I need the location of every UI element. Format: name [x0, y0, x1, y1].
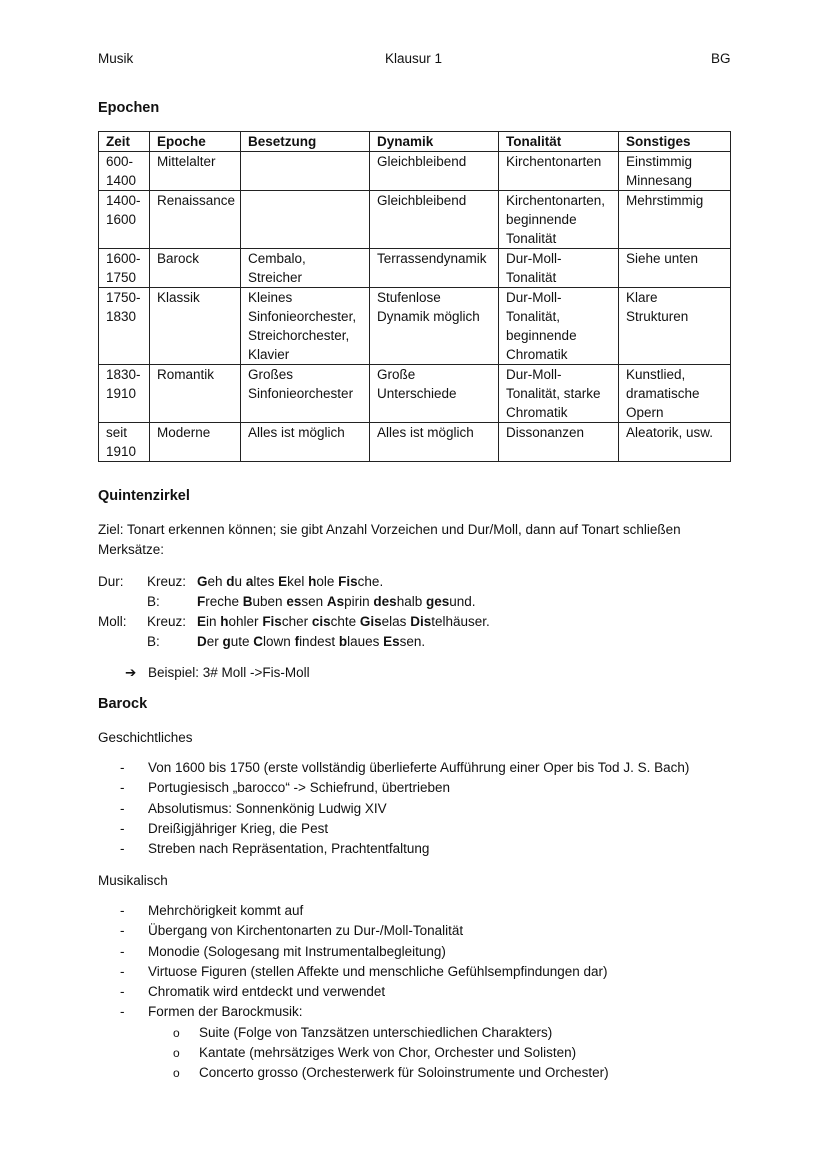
merksatz-sign: B: [147, 634, 160, 649]
musikalisch-label: Musikalisch [98, 873, 168, 888]
list-item-text: Streben nach Repräsentation, Prachtentfaltung [148, 841, 430, 857]
merksatz-part: telhäuser. [431, 614, 490, 629]
cell-dynamik [370, 423, 499, 462]
list-item [120, 819, 689, 839]
dash-bullet: - [120, 943, 125, 959]
table-row [99, 191, 731, 249]
cell-line: 1750 [106, 270, 137, 285]
merksatz-part: indest [299, 634, 339, 649]
cell-zeit [99, 423, 150, 462]
cell-sonstiges [619, 249, 731, 288]
cell-line: Dur-Moll- [506, 290, 562, 305]
cell-zeit [99, 249, 150, 288]
merksatz-bold-part: h [308, 574, 317, 589]
merksatz-part: halb [396, 594, 426, 609]
merksatz-sign: B: [147, 594, 160, 609]
merksatz-text [197, 632, 425, 651]
merksatz-bold-part: Dis [410, 614, 432, 629]
cell-line: Sinfonieorchester [248, 386, 354, 401]
table-row [99, 288, 731, 365]
merksatz-part: elas [381, 614, 411, 629]
merksatz-sign: Kreuz: [147, 614, 187, 629]
merksatz-text [197, 572, 383, 591]
geschichtlich-list [120, 758, 689, 859]
list-item-text: Dreißigjähriger Krieg, die Pest [148, 820, 329, 836]
circle-bullet-icon: o [173, 1046, 180, 1061]
cell-tonalitaet [499, 191, 619, 249]
cell-dynamik [370, 152, 499, 191]
merksatz-part: ole [316, 574, 339, 589]
list-item [120, 799, 689, 819]
cell-tonalitaet [499, 152, 619, 191]
merksatz-part: sen. [399, 634, 426, 649]
table-row [99, 365, 731, 423]
cell-line: Gleichbleibend [377, 154, 467, 169]
cell-line: Unterschiede [377, 386, 457, 401]
merksatz-part: lown [263, 634, 295, 649]
musikalisch-list [120, 901, 609, 1084]
cell-line: Kirchentonarten, [506, 193, 606, 208]
cell-line: Große [377, 367, 416, 382]
list-item-text: Virtuose Figuren (stellen Affekte und menschliche Gefühlsempfindungen dar) [148, 963, 608, 979]
example-text: Beispiel: 3# Moll ->Fis-Moll [148, 665, 310, 680]
col-header-tonalitaet: Tonalität [499, 132, 619, 152]
merksatz-bold-part: cis [311, 614, 331, 629]
merksatz-bold-part: G [197, 574, 208, 589]
cell-line: Kunstlied, [626, 367, 686, 382]
quintenzirkel-heading: Quintenzirkel [98, 488, 190, 504]
cell-line: Chromatik [506, 347, 568, 362]
dash-bullet: - [120, 903, 125, 918]
cell-line: Dur-Moll- [506, 251, 562, 266]
cell-line: Renaissance [157, 193, 236, 208]
cell-line: Klare [626, 290, 658, 305]
cell-line: Dissonanzen [506, 425, 585, 440]
cell-line: Romantik [157, 367, 215, 382]
table-row [99, 423, 731, 462]
cell-line: Sinfonieorchester, [248, 309, 357, 324]
list-item [120, 942, 609, 962]
merksatz-bold-part: ges [425, 594, 450, 609]
example-line [125, 663, 310, 682]
cell-line: 1830- [106, 367, 141, 382]
merksaetze-label: Merksätze: [98, 542, 165, 557]
list-item [120, 962, 609, 982]
cell-tonalitaet [499, 288, 619, 365]
dash-bullet: - [120, 1004, 125, 1020]
list-item-text: Chromatik wird entdeckt und verwendet [148, 984, 386, 1000]
cell-line: Klassik [157, 290, 200, 305]
cell-epoche [150, 423, 241, 462]
cell-epoche [150, 249, 241, 288]
merksatz-part: sen [301, 594, 327, 609]
circle-bullet-icon: o [173, 1025, 180, 1040]
merksatz-part: eh [207, 574, 227, 589]
merksatz-text [197, 612, 490, 631]
cell-zeit [99, 191, 150, 249]
merksatz-bold-part: D [197, 634, 207, 649]
sub-list-item [173, 1063, 609, 1083]
merksatz-bold-part: Es [383, 634, 400, 649]
cell-sonstiges [619, 191, 731, 249]
cell-line: Terrassendynamik [377, 251, 487, 266]
cell-line: Tonalität [506, 231, 557, 246]
merksatz-sign: Kreuz: [147, 574, 187, 589]
col-header-sonstiges: Sonstiges [619, 132, 731, 152]
merksatz-bold-part: g [222, 634, 231, 649]
merksatz-text [197, 592, 476, 611]
cell-line: Stufenlose [377, 290, 441, 305]
sub-list-item-text: Concerto grosso (Orchesterwerk für Soloinstrumente und Orchester) [199, 1065, 609, 1081]
table-row [99, 152, 731, 191]
cell-line: Streichorchester, [248, 328, 350, 343]
cell-line: 1910 [106, 386, 137, 401]
dash-bullet: - [120, 923, 125, 939]
col-header-zeit: Zeit [99, 132, 150, 152]
cell-line: Alles ist möglich [377, 425, 474, 440]
cell-line: Großes [248, 367, 294, 382]
merksatz-bold-part: E [278, 574, 288, 589]
cell-line: 1400 [106, 173, 137, 188]
cell-line: Tonalität [506, 270, 557, 285]
barock-heading: Barock [98, 696, 148, 712]
merksatz-bold-part: h [220, 614, 229, 629]
cell-besetzung [241, 191, 370, 249]
cell-dynamik [370, 249, 499, 288]
dash-bullet: - [120, 820, 125, 836]
cell-epoche [150, 152, 241, 191]
merksatz-bold-part: B [242, 594, 253, 609]
cell-line: Dynamik möglich [377, 309, 480, 324]
quintenzirkel-goal: Ziel: Tonart erkennen können; sie gibt Anzahl Vorzeichen und Dur/Moll, dann auf Tonart schließen [98, 522, 681, 537]
list-item [120, 778, 689, 798]
cell-line: Aleatorik, usw. [626, 425, 714, 440]
cell-line: Moderne [157, 425, 211, 440]
merksatz-bold-part: a [245, 574, 254, 589]
header-right: BG [711, 51, 731, 66]
cell-line: Mittelalter [157, 154, 216, 169]
epochen-table [98, 131, 731, 462]
merksatz-part: laues [347, 634, 384, 649]
cell-besetzung [241, 288, 370, 365]
cell-line: Minnesang [626, 173, 693, 188]
merksatz-part: kel [287, 574, 309, 589]
cell-line: Klavier [248, 347, 290, 362]
dash-bullet: - [120, 780, 125, 796]
merksatz-bold-part: d [226, 574, 235, 589]
cell-sonstiges [619, 152, 731, 191]
merksatz-part: ute [230, 634, 254, 649]
merksatz-bold-part: des [373, 594, 397, 609]
cell-sonstiges [619, 423, 731, 462]
cell-line: Einstimmig [626, 154, 693, 169]
cell-sonstiges [619, 365, 731, 423]
dash-bullet: - [120, 963, 125, 979]
merksatz-bold-part: E [197, 614, 207, 629]
cell-line: 1830 [106, 309, 137, 324]
header-center: Klausur 1 [385, 51, 443, 66]
merksatz-part: che. [357, 574, 384, 589]
cell-line: 1600- [106, 251, 141, 266]
merksatz-bold-part: b [338, 634, 348, 649]
cell-line: Kirchentonarten [506, 154, 602, 169]
merksatz-part: uben [252, 594, 287, 609]
cell-line: Gleichbleibend [377, 193, 467, 208]
cell-tonalitaet [499, 365, 619, 423]
cell-besetzung [241, 249, 370, 288]
merksatz-part: und. [449, 594, 476, 609]
table-row [99, 249, 731, 288]
merksatz-part: pirin [344, 594, 374, 609]
list-item-text: Absolutismus: Sonnenkönig Ludwig XIV [148, 800, 387, 816]
list-item-text: Übergang von Kirchentonarten zu Dur-/Moll-Tonalität [148, 923, 464, 939]
dash-bullet: - [120, 841, 125, 857]
cell-line: Barock [157, 251, 200, 266]
col-header-epoche: Epoche [150, 132, 241, 152]
merksatz-bold-part: f [294, 634, 300, 649]
merksatz-part: er [206, 634, 223, 649]
merksatz-part: ohler [228, 614, 263, 629]
cell-line: Opern [626, 405, 664, 420]
cell-sonstiges [619, 288, 731, 365]
merksatz-bold-part: C [253, 634, 264, 649]
cell-line: Kleines [248, 290, 293, 305]
cell-line: Mehrstimmig [626, 193, 704, 208]
cell-besetzung [241, 365, 370, 423]
dash-bullet: - [120, 760, 125, 775]
cell-line: dramatische [626, 386, 700, 401]
cell-tonalitaet [499, 249, 619, 288]
cell-dynamik [370, 365, 499, 423]
cell-besetzung [241, 152, 370, 191]
merksatz-part: reche [205, 594, 243, 609]
cell-line: 1400- [106, 193, 141, 208]
cell-line: 600- [106, 154, 134, 169]
formen-list [148, 1023, 609, 1084]
sub-list-item [173, 1023, 609, 1043]
merksatz-bold-part: Fis [338, 574, 358, 589]
cell-line: beginnende [506, 212, 577, 227]
epochen-heading: Epochen [98, 100, 160, 116]
cell-line: Streicher [248, 270, 303, 285]
list-item [120, 982, 609, 1002]
merksatz-part: in [206, 614, 221, 629]
merksatz-part: chte [330, 614, 360, 629]
cell-epoche [150, 191, 241, 249]
cell-line: Strukturen [626, 309, 689, 324]
list-item-text: Portugiesisch „barocco“ -> Schiefrund, übertrieben [148, 780, 451, 796]
list-item-text: Monodie (Sologesang mit Instrumentalbegleitung) [148, 943, 446, 959]
cell-line: 1750- [106, 290, 141, 305]
merksatz-part: ltes [253, 574, 279, 589]
geschichtlich-label: Geschichtliches [98, 730, 193, 745]
col-header-besetzung: Besetzung [241, 132, 370, 152]
merksatz-bold-part: F [197, 594, 206, 609]
merksatz-part: u [234, 574, 246, 589]
sub-list-item-text: Suite (Folge von Tanzsätzen unterschiedlichen Charakters) [199, 1024, 553, 1040]
merksatz-mode: Moll: [98, 614, 127, 629]
merksatz-bold-part: As [326, 594, 345, 609]
cell-tonalitaet [499, 423, 619, 462]
merksatz-bold-part: Gis [359, 614, 382, 629]
circle-bullet-icon: o [173, 1066, 180, 1081]
sub-list-item [173, 1043, 609, 1063]
list-item-text: Von 1600 bis 1750 (erste vollständig überlieferte Aufführung einer Oper bis Tod J. S. Bach) [148, 760, 690, 775]
list-item [120, 758, 689, 778]
merksatz-part: cher [281, 614, 312, 629]
cell-line: Alles ist möglich [248, 425, 345, 440]
merksatz-mode: Dur: [98, 574, 124, 589]
dash-bullet: - [120, 800, 125, 816]
cell-epoche [150, 288, 241, 365]
cell-line: 1600 [106, 212, 137, 227]
col-header-dynamik: Dynamik [370, 132, 499, 152]
cell-zeit [99, 288, 150, 365]
merksatz-bold-part: Fis [262, 614, 282, 629]
cell-line: Chromatik [506, 405, 568, 420]
cell-line: beginnende [506, 328, 577, 343]
arrow-icon: ➔ [125, 665, 137, 680]
cell-line: 1910 [106, 444, 137, 459]
cell-line: seit [106, 425, 128, 440]
table-header-row [99, 132, 731, 152]
cell-line: Dur-Moll- [506, 367, 562, 382]
list-item [120, 901, 609, 921]
cell-zeit [99, 152, 150, 191]
cell-line: Siehe unten [626, 251, 699, 266]
cell-line: Tonalität, starke [506, 386, 601, 401]
cell-epoche [150, 365, 241, 423]
cell-line: Tonalität, [506, 309, 561, 324]
merksatz-bold-part: es [286, 594, 302, 609]
sub-list-item-text: Kantate (mehrsätziges Werk von Chor, Orchester und Solisten) [199, 1045, 577, 1061]
list-item [120, 921, 609, 941]
list-item [120, 839, 689, 859]
cell-line: Cembalo, [248, 251, 306, 266]
cell-zeit [99, 365, 150, 423]
list-item-text: Formen der Barockmusik: [148, 1004, 303, 1020]
cell-besetzung [241, 423, 370, 462]
dash-bullet: - [120, 984, 125, 1000]
header-left: Musik [98, 51, 134, 66]
cell-dynamik [370, 288, 499, 365]
list-item-text: Mehrchörigkeit kommt auf [148, 903, 304, 918]
cell-dynamik [370, 191, 499, 249]
list-item [120, 1002, 609, 1083]
